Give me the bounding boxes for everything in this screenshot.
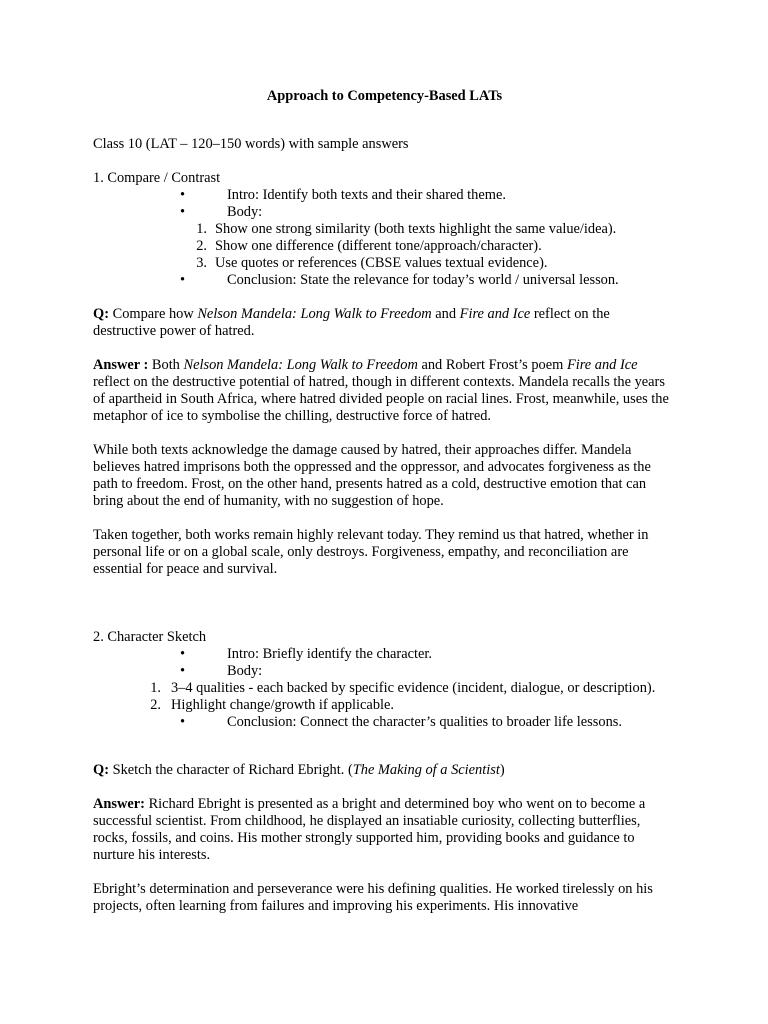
question-1: Q: Compare how Nelson Mandela: Long Walk to Freedom and Fire and Ice reflect on the destructive power of hatred. bbox=[93, 306, 610, 339]
answer-1-paragraph: While both texts acknowledge the damage caused by hatred, their approaches differ. Mandela believes hatred imprisons both the oppressed and the oppressor, and advocates forgiveness as the path to freedom. Frost, on the other hand, presents hatred as a cold, destructive emotion that can bring about the end of humanity, with no suggestion of hope. bbox=[93, 442, 651, 509]
question-2: Q: Sketch the character of Richard Ebright. (The Making of a Scientist) bbox=[93, 762, 505, 778]
numbered-item: 1. Show one strong similarity (both texts highlight the same value/idea). bbox=[196, 221, 617, 237]
answer-2-paragraph: Answer: Richard Ebright is presented as a bright and determined boy who went on to become a successful scientist. From childhood, he displayed an insatiable curiosity, collecting butterflies, rocks, fossils, and coins. His mother strongly supported him, providing books and guidance to nurture his interests. bbox=[93, 796, 646, 863]
answer-1-paragraph: Taken together, both works remain highly relevant today. They remind us that hatred, whether in personal life or on a global scale, only destroys. Forgiveness, empathy, and reconciliation are essential for peace and survival. bbox=[93, 527, 649, 577]
numbered-item: 1. 3–4 qualities - each backed by specific evidence (incident, dialogue, or description). bbox=[150, 680, 656, 696]
bullet-item: • Conclusion: State the relevance for today’s world / universal lesson. bbox=[179, 272, 619, 288]
document-subtitle: Class 10 (LAT – 120–150 words) with sample answers bbox=[93, 136, 409, 152]
section-heading-character: 2. Character Sketch bbox=[93, 629, 207, 645]
numbered-item: 2. Highlight change/growth if applicable. bbox=[150, 697, 394, 713]
numbered-item: 2. Show one difference (different tone/approach/character). bbox=[196, 238, 542, 254]
document-title: Approach to Competency-Based LATs bbox=[266, 88, 503, 104]
answer-1-paragraph: Answer : Both Nelson Mandela: Long Walk to Freedom and Robert Frost’s poem Fire and Ice reflect on the destructive potential of hatred, though in different contexts. Mandela recalls the years of apartheid in South Africa, where hatred divided people on racial lines. Frost, meanwhile, uses the metaphor of ice to symbolise the chilling, destructive force of hatred. bbox=[93, 357, 669, 424]
numbered-item: 3. Use quotes or references (CBSE values textual evidence). bbox=[196, 255, 548, 271]
bullet-item: • Body: bbox=[179, 663, 263, 679]
answer-2-paragraph: Ebright’s determination and perseverance were his defining qualities. He worked tirelessly on his projects, often learning from failures and improving his experiments. His innovative bbox=[93, 881, 653, 914]
bullet-item: • Intro: Identify both texts and their shared theme. bbox=[179, 187, 506, 203]
bullet-item: • Conclusion: Connect the character’s qualities to broader life lessons. bbox=[179, 714, 622, 730]
bullet-item: • Intro: Briefly identify the character. bbox=[179, 646, 432, 662]
bullet-item: • Body: bbox=[179, 204, 263, 220]
section-heading-compare: 1. Compare / Contrast bbox=[93, 170, 221, 186]
